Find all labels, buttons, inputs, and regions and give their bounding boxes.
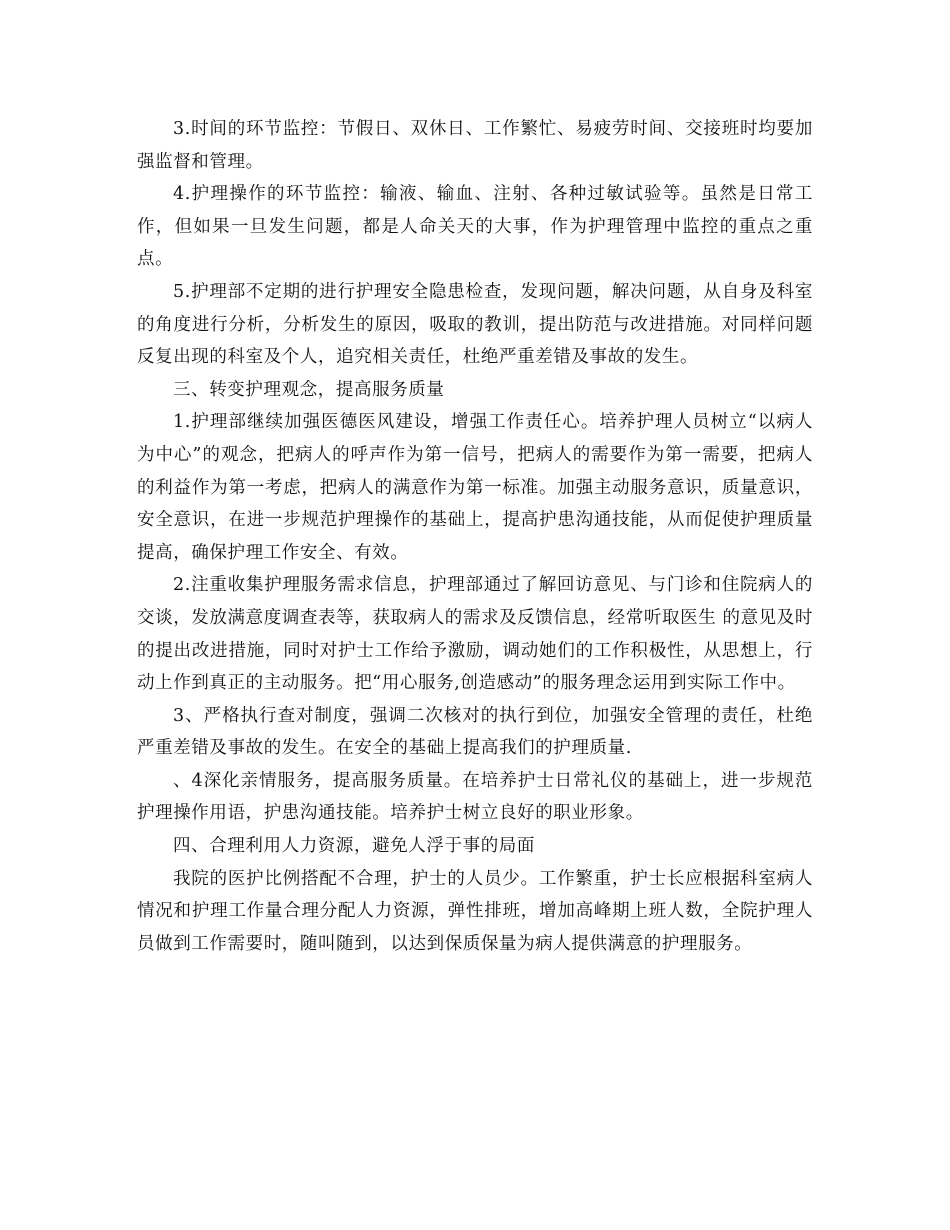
section-heading-human-resources: 四、合理利用人力资源，避免人浮于事的局面 (173, 836, 535, 857)
section-heading-service-quality: 三、转变护理观念，提高服务质量 (173, 379, 445, 400)
paragraph-operation-monitoring: 4.护理操作的环节监控：输液、输血、注射、各种过敏试验等。虽然是日常工作，但如果一旦发生问题，都是人命关天的大事，作为护理管理中监控的重点之重点。 (137, 184, 813, 270)
paragraph-feedback-collection: 2.注重收集护理服务需求信息，护理部通过了解回访意见、与门诊和住院病人的交谈，发放满意度调查表等，获取病人的需求及反馈信息，经常听取医生 的意见及时的提出改进措施，同时对护士工作给予激励，调动她们的工作积极性，从思想上，行动上作到真正的主动服务。把“用心服务,创造感动”的服务理念运用到实际工作中。 (137, 575, 813, 694)
paragraph-ethics-building: 1.护理部继续加强医德医风建设，增强工作责任心。培养护理人员树立“以病人为中心”的观念，把病人的呼声作为第一信号，把病人的需要作为第一需要，把病人的利益作为第一考虑，把病人的满意作为第一标准。加强主动服务意识，质量意识，安全意识，在进一步规范护理操作的基础上，提高护患沟通技能，从而促使护理质量提高，确保护理工作安全、有效。 (137, 412, 813, 563)
paragraph-staffing: 我院的医护比例搭配不合理，护士的人员少。工作繁重，护士长应根据科室病人情况和护理工作量合理分配人力资源，弹性排班，增加高峰期上班人数，全院护理人员做到工作需要时，随叫随到，以达到保质保量为病人提供满意的护理服务。 (137, 868, 813, 954)
document-body (137, 113, 813, 960)
paragraph-check-system: 3、严格执行查对制度，强调二次核对的执行到位，加强安全管理的责任，杜绝严重差错及事故的发生。在安全的基础上提高我们的护理质量. (137, 705, 813, 759)
paragraph-time-monitoring: 3.时间的环节监控：节假日、双休日、工作繁忙、易疲劳时间、交接班时均要加强监督和管理。 (137, 119, 813, 172)
paragraph-care-service: 、4深化亲情服务，提高服务质量。在培养护士日常礼仪的基础上，进一步规范护理操作用语，护患沟通技能。培养护士树立良好的职业形象。 (137, 770, 813, 824)
paragraph-safety-inspection: 5.护理部不定期的进行护理安全隐患检查，发现问题，解决问题，从自身及科室的角度进行分析，分析发生的原因，吸取的教训，提出防范与改进措施。对同样问题反复出现的科室及个人，追究相关责任，杜绝严重差错及事故的发生。 (137, 281, 813, 368)
